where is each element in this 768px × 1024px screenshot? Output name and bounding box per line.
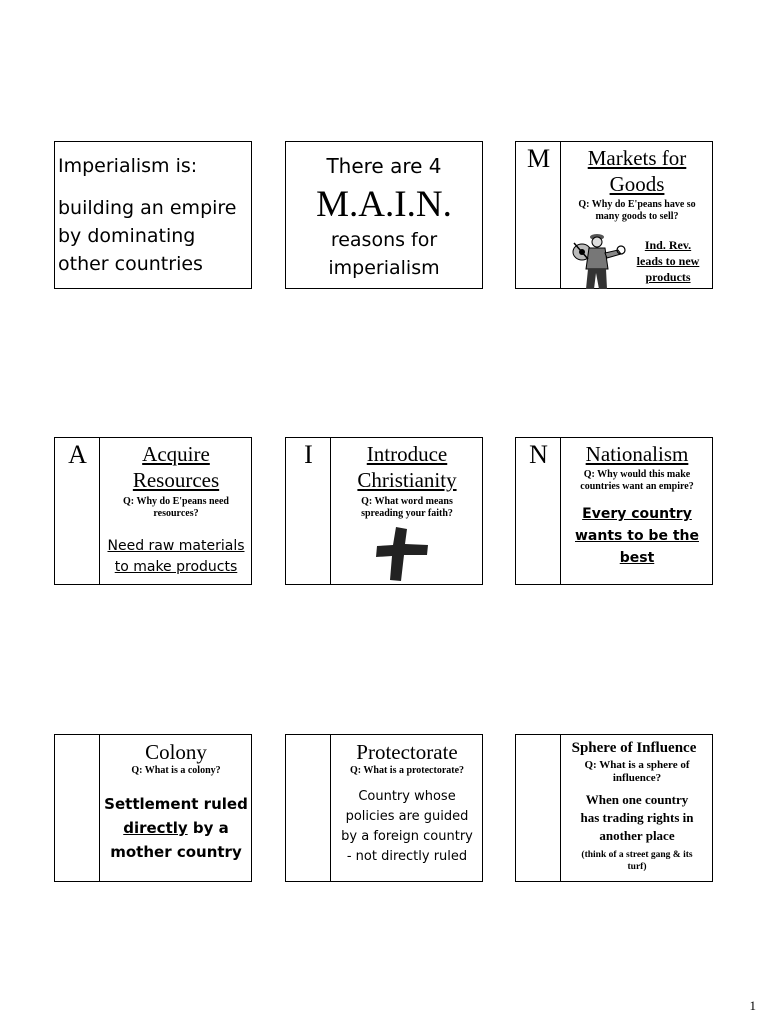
letter-column xyxy=(55,438,100,584)
letter-column xyxy=(516,142,561,288)
card-title: Christianity xyxy=(357,468,457,492)
card-question: influence? xyxy=(612,772,662,784)
card-question: countries want an empire? xyxy=(580,481,694,492)
answer-line: Country whose xyxy=(358,789,456,804)
card-content xyxy=(101,438,251,584)
card-title: Goods xyxy=(609,172,665,196)
card-content xyxy=(562,759,712,881)
answer-line: mother country xyxy=(110,843,242,861)
answer-line: When one country xyxy=(585,792,689,807)
card-line: Imperialism is: xyxy=(58,155,198,177)
card-content xyxy=(332,735,482,881)
answer-line: has trading rights in xyxy=(580,810,694,825)
answer-line: by a foreign country xyxy=(341,829,473,844)
answer-emphasis: directly xyxy=(123,819,188,837)
card-line: imperialism xyxy=(328,257,440,279)
card-title: Nationalism xyxy=(585,442,689,466)
card-acquire xyxy=(54,437,252,585)
card-nationalism xyxy=(515,437,713,585)
answer-line: policies are guided xyxy=(345,809,469,824)
letter-column xyxy=(516,438,561,584)
card-line: building an empire xyxy=(58,197,237,219)
card-question: Q: Why would this make xyxy=(583,469,691,480)
card-question: Q: What is a sphere of xyxy=(584,759,690,771)
card-protectorate xyxy=(285,734,483,882)
card-line: reasons for xyxy=(330,229,438,251)
card-question: Q: Why do E'peans need xyxy=(123,496,229,507)
answer-line: Need raw materials xyxy=(107,538,245,554)
card-line: by dominating xyxy=(58,225,196,247)
card-answer xyxy=(629,237,707,285)
letter-m: M xyxy=(526,144,551,173)
card-main-intro xyxy=(285,141,483,289)
answer-line: products xyxy=(645,270,691,284)
card-content xyxy=(562,438,712,584)
card-question: resources? xyxy=(153,508,199,519)
card-colony xyxy=(54,734,252,882)
answer-line xyxy=(101,816,251,840)
card-question: spreading your faith? xyxy=(361,508,453,519)
answer-line: Every country xyxy=(582,506,692,522)
card-sphere-of-influence xyxy=(515,734,713,882)
card-title: Protectorate xyxy=(356,740,458,764)
card-title: Acquire xyxy=(142,442,210,466)
factory-worker-icon xyxy=(566,231,628,289)
card-title: Sphere of Influence xyxy=(571,740,697,756)
card-question: Q: What word means xyxy=(361,496,453,507)
card-introduce xyxy=(285,437,483,585)
card-line: other countries xyxy=(58,253,203,275)
letter-n: N xyxy=(529,440,548,469)
page-number: 1 xyxy=(749,998,756,1013)
letter-column xyxy=(286,438,331,584)
card-question: many goods to sell? xyxy=(595,211,679,222)
card-question: Q: What is a colony? xyxy=(131,765,221,776)
card-title: Introduce xyxy=(366,442,448,466)
letter-column xyxy=(286,735,331,881)
letter-i: I xyxy=(304,440,313,469)
cross-icon xyxy=(374,526,430,582)
card-title: Resources xyxy=(132,468,220,492)
letter-column xyxy=(55,735,100,881)
card-content xyxy=(101,735,251,881)
answer-line: Ind. Rev. xyxy=(644,238,692,252)
answer-line: leads to new xyxy=(636,254,700,268)
card-title: Colony xyxy=(145,740,207,764)
card-line: There are 4 xyxy=(326,154,442,178)
card-imperialism-definition xyxy=(54,141,252,289)
card-note: (think of a street gang & its turf) xyxy=(581,850,693,872)
letter-a: A xyxy=(68,440,87,469)
card-title: Markets for xyxy=(587,146,687,170)
card-question: Q: What is a protectorate? xyxy=(349,765,465,776)
card-question: Q: Why do E'peans have so xyxy=(578,199,696,210)
answer-line: another place xyxy=(599,828,675,843)
answer-line: to make products xyxy=(114,559,238,575)
card-markets xyxy=(515,141,713,289)
answer-text: by a xyxy=(187,819,229,837)
answer-line: Settlement ruled xyxy=(104,795,248,813)
answer-line: - not directly ruled xyxy=(346,849,468,864)
answer-line: best xyxy=(619,550,655,566)
main-acronym: M.A.I.N. xyxy=(316,184,452,225)
answer-line: wants to be the xyxy=(575,528,699,544)
